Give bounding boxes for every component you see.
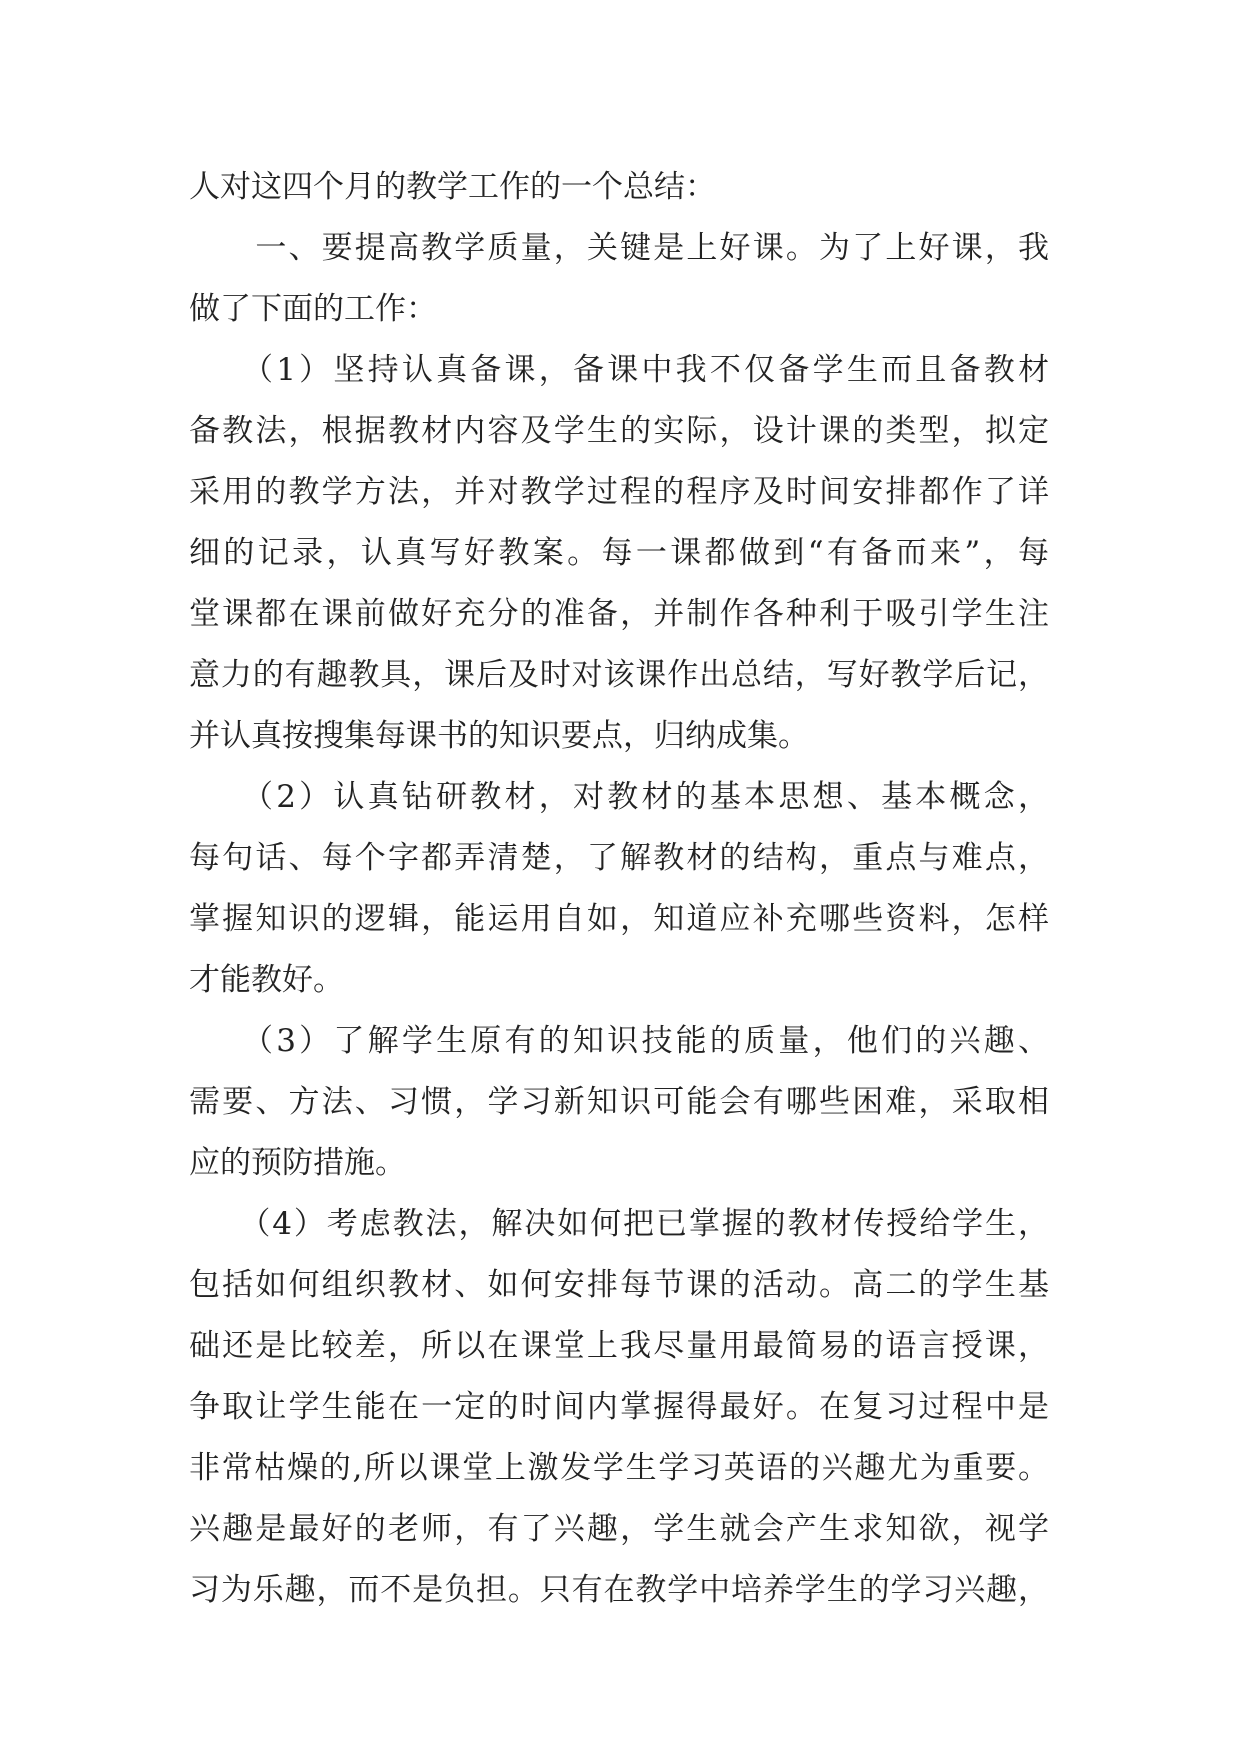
text-line: 非常枯燥的,所以课堂上激发学生学习英语的兴趣尤为重要。 xyxy=(189,1450,1049,1486)
text-line: 备教法，根据教材内容及学生的实际，设计课的类型，拟定 xyxy=(189,413,1049,449)
text-line: 应的预防措施。 xyxy=(189,1145,406,1181)
body-text xyxy=(189,157,1049,1621)
text-line: 采用的教学方法，并对教学过程的程序及时间安排都作了详 xyxy=(189,474,1049,510)
text-line: 础还是比较差，所以在课堂上我尽量用最简易的语言授课， xyxy=(189,1328,1049,1364)
text-line: 人对这四个月的教学工作的一个总结： xyxy=(189,169,716,205)
text-line: 每句话、每个字都弄清楚，了解教材的结构，重点与难点， xyxy=(189,840,1049,876)
text-line: 并认真按搜集每课书的知识要点，归纳成集。 xyxy=(189,718,809,754)
text-line: （2）认真钻研教材，对教材的基本思想、基本概念， xyxy=(189,779,1049,815)
text-line: 堂课都在课前做好充分的准备，并制作各种利于吸引学生注 xyxy=(189,596,1049,632)
text-line: 习为乐趣，而不是负担。只有在教学中培养学生的学习兴趣， xyxy=(189,1572,1049,1608)
text-line: 才能教好。 xyxy=(189,962,344,998)
text-line: 细的记录，认真写好教案。每一课都做到“有备而来”，每 xyxy=(189,535,1049,571)
text-line: （1）坚持认真备课，备课中我不仅备学生而且备教材 xyxy=(189,352,1049,388)
text-line: 做了下面的工作： xyxy=(189,291,437,327)
text-line: 掌握知识的逻辑，能运用自如，知道应补充哪些资料，怎样 xyxy=(189,901,1049,937)
text-line: （4）考虑教法，解决如何把已掌握的教材传授给学生， xyxy=(189,1206,1049,1242)
text-line: 兴趣是最好的老师，有了兴趣，学生就会产生求知欲，视学 xyxy=(189,1511,1049,1547)
text-line: 意力的有趣教具，课后及时对该课作出总结，写好教学后记， xyxy=(189,657,1049,693)
text-line: （3）了解学生原有的知识技能的质量，他们的兴趣、 xyxy=(189,1023,1049,1059)
text-line: 争取让学生能在一定的时间内掌握得最好。在复习过程中是 xyxy=(189,1389,1049,1425)
text-line: 包括如何组织教材、如何安排每节课的活动。高二的学生基 xyxy=(189,1267,1049,1303)
text-line: 一、要提高教学质量，关键是上好课。为了上好课，我 xyxy=(189,230,1049,266)
text-line: 需要、方法、习惯，学习新知识可能会有哪些困难，采取相 xyxy=(189,1084,1049,1120)
